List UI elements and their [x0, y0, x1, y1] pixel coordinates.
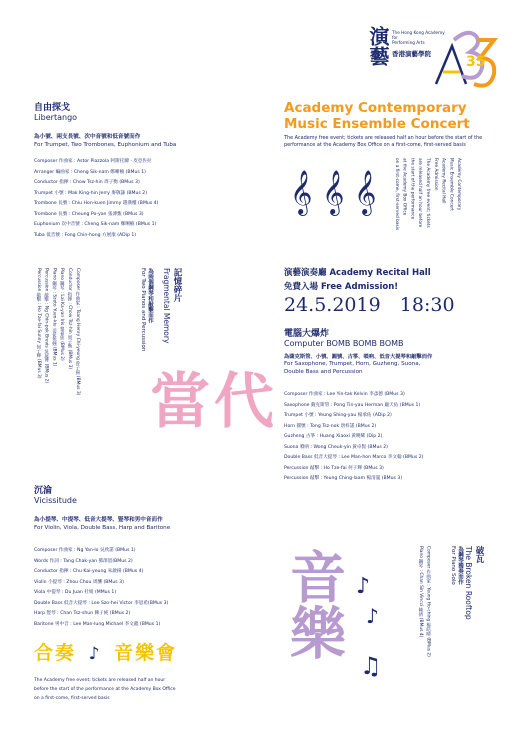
bomb-title-cn: 電腦大爆炸 — [284, 329, 330, 339]
credit-line: Composer 作曲家 : Lee Yin-tak Kelvin 李彥德 (BMus 3) — [284, 392, 405, 398]
eighth-note-icon: ♪ — [356, 574, 371, 599]
vertical-notice: Academy Contemporary Music Ensemble Concert Academy Recital Hall Free Admission The Academy free event; tickets are released half an hour before the start of the performance at the Academy Box Office on a first-come, first-served basis — [393, 158, 462, 231]
credit-line: Trumpet 小號 : Mak King-hin Jerry 麥敬謙 (BMus 2) — [34, 190, 147, 196]
broken-rooftop-credits — [416, 546, 432, 686]
footer-note: The Academy free event; tickets are released half an hour before the start of the performance at the Academy Box Office on a first-come, first-served basis — [34, 678, 176, 701]
vicissitude-section — [34, 483, 274, 630]
broken-rooftop-subtitle-cn: 為鋼琴獨奏而作 — [457, 546, 463, 585]
credit-line: Percussion 敲擊 : Ng Chin-pok Brevis 吳展博 (BMus 2) — [43, 268, 49, 384]
header-note: The Academy free event; tickets are released half an hour before the start of the performance at the Academy Box Office on a first-come, first-served basis — [284, 135, 483, 148]
vicissitude-subtitle-en: For Violin, Viola, Double Bass, Harp and Baritone — [34, 524, 171, 531]
academy-name-en: The Hong Kong Academy for Performing Arts — [392, 30, 445, 46]
treble-clef-icon: 𝄞 — [354, 170, 377, 214]
credit-line: Guzheng 古箏 : Huang Xiaoxi 黃曉晞 (Dip 2) — [284, 434, 383, 440]
fragmental-subtitle-en: For Two Pianos and Percussion — [140, 268, 146, 352]
credit-line: Trumpet 小號 : Yeung Shing-yau 楊承佑 (ADip 2) — [284, 413, 392, 419]
credit-line: Harp 豎琴 : Chan Tsz-shun 陳子純 (BMus 2) — [34, 611, 131, 617]
venue-block — [284, 266, 519, 316]
credit-line: Conductor 指揮 : Chow Tsz-hin 周子衡 (BMus 3) — [34, 180, 140, 186]
he-zou-text: 合奏 — [34, 642, 77, 664]
credit-line: Words 作詞 : Tang Chak-yan 鄧澤恩(BMus 2) — [34, 558, 133, 564]
libertango-subtitle-cn: 為小號、兩支長號、次中音號和低音號而作 — [34, 134, 141, 140]
academy-logo — [368, 22, 498, 94]
vicissitude-title-en: Vicissitude — [34, 496, 77, 505]
credit-line: Euphonium 次中音號 : Cheng Sik-nam 鄭晰楠 (BMus 1) — [34, 222, 157, 228]
credit-line: Percussion 敲擊 : Ho Tze-fai Sunny 何子輝 (BMus 3) — [35, 268, 41, 379]
credit-line: Composer 作曲家 : Ng Yan-lo 吳欣諾 (BMus 1) — [34, 548, 136, 554]
credit-line: Tuba 低音號 : Fong Chin-hong 方展康 (ADip 1) — [34, 232, 137, 238]
fragmental-title-cn: 記憶碎片 — [172, 268, 182, 302]
broken-rooftop-title-cn: 破瓦 — [474, 546, 484, 563]
credit-line: Composer 作曲家 : Yeung Ho-ching 楊皓晴 (BMus 2) — [425, 546, 431, 657]
treble-clef-icon: 𝄞 — [290, 170, 313, 214]
bomb-section — [284, 326, 516, 485]
credit-line: Composer 作曲家 : Astor Piazzola 阿斯托爾 · 皮亞佐拉 — [34, 159, 152, 165]
vicissitude-subtitle-cn: 為小提琴、中提琴、低音大提琴、豎琴和男中音而作 — [34, 517, 163, 523]
credit-line: Viola 中提琴 : Du Juan 杜娟 (MMus 1) — [34, 590, 117, 596]
vicissitude-credits — [34, 546, 274, 630]
libertango-section — [34, 100, 274, 241]
treble-clef-icon: 𝄞 — [322, 170, 345, 214]
broken-rooftop-heading — [450, 546, 485, 676]
credit-line: Violin 小提琴 : Zhou Chou 周酬 (BMus 3) — [34, 579, 124, 585]
fragmental-credits — [34, 268, 81, 428]
beamed-notes-icon: ♫ — [360, 652, 382, 680]
credit-line: Piano 鋼琴 : Szeto Yuen-kiu 司徒苑翹 (BMus 1) — [51, 268, 57, 367]
broken-rooftop-title-en: The Broken Rooftop — [464, 546, 473, 620]
music-note-icon: ♪ — [88, 644, 102, 664]
credit-line: Double Bass 低音大提琴 : Lee Man-hon Marco 李文翰 (BMus 2) — [284, 455, 424, 461]
concert-title-line1: Academy Contemporary — [284, 100, 467, 116]
credit-line: Conductor 指揮 : Chu Kai-yeung 朱啟揚 (BMus 4) — [34, 569, 144, 575]
concert-date: 24.5.2019 — [284, 294, 381, 316]
vicissitude-title-cn: 沉淪 — [34, 486, 53, 496]
broken-rooftop-subtitle-en: For Piano Solo — [450, 546, 456, 585]
yin-yue-hui-text: 音樂會 — [114, 642, 178, 664]
libertango-title-cn: 自由探戈 — [34, 103, 71, 113]
credit-line: Percussion 敲擊 : Ho Tze-fai 何子輝 (BMus 3) — [284, 465, 384, 471]
fragmental-subtitle-cn: 為兩個鋼琴和敲擊而作 — [147, 268, 153, 323]
credit-line: Trombone 長號 : Cheung Po-yan 張溥甄 (BMus 3) — [34, 211, 144, 217]
seal-logo: 演藝 — [366, 26, 390, 66]
bomb-subtitle-cn: 為薩克斯管、小號、圓號、古箏、嗩吶、低音大提琴和敲擊而作 — [284, 354, 433, 360]
credit-line: Composer 作曲家 : Tsang Henry Chi-yeung 曾子揚 (BMus 3) — [74, 268, 80, 396]
svg-text:35: 35 — [466, 54, 486, 70]
venue-line: 演藝演奏廳 Academy Recital Hall — [284, 268, 431, 278]
bomb-title-en: Computer BOMB BOMB BOMB — [284, 339, 404, 348]
credit-line: Baritone 男中音 : Lee Man-lung Michael 李文龍 (BMus 1) — [34, 621, 161, 627]
ensemble-concert-graphic — [34, 638, 177, 665]
bomb-subtitle-en-2: Double Bass and Percussion — [284, 368, 363, 375]
credit-line: Double Bass 低音大提琴 : Lee Szo-hei Victor 李思希(BMus 3) — [34, 600, 169, 606]
credit-line: Suona 嗩吶 : Wong Cheuk-yin 黃卓賢 (BMus 2) — [284, 444, 388, 450]
concert-time: 18:30 — [399, 294, 455, 316]
academy-name-cn: 香港演藝學院 — [392, 50, 431, 58]
anniversary-35-logo — [428, 22, 498, 94]
credit-line: Percussion 敲擊 : Yeung Ching-laam 楊清嵐 (BMus 3) — [284, 476, 403, 482]
credit-line: Horn 圓號 : Tong Tsz-nok 唐梓諾 (BMus 2) — [284, 423, 377, 429]
credit-line: Arranger 編曲家 : Cheng Sik-nam 鄭晰楠 (BMus 1) — [34, 169, 146, 175]
dang-dai-graphic: 當代 — [150, 367, 278, 437]
bomb-credits — [284, 390, 516, 485]
fragmental-title-en: Fragmental Memory — [162, 268, 171, 344]
concert-header — [284, 100, 514, 148]
libertango-credits — [34, 157, 274, 241]
admission-line: 免費入場 Free Admission! — [284, 282, 399, 292]
libertango-title-en: Libertango — [34, 113, 78, 122]
bomb-subtitle-en-1: For Saxophone, Trumpet, Horn, Guzheng, Suona, — [284, 361, 421, 368]
credit-line: Saxophone 薩克斯管 : Pong Tin-yau Herman 龐天佑 (BMus 1) — [284, 402, 421, 408]
concert-title-line2: Music Ensemble Concert — [284, 116, 470, 132]
credit-line: Piano 鋼琴 : Chan Sin Vincci 陳倩 (BMus 4) — [417, 546, 423, 638]
eighth-note-icon: ♪ — [366, 604, 379, 628]
credit-line: Trombone 長號 : Chiu Hon-kuen Jimmy 趙漢權 (BMus 4) — [34, 201, 159, 207]
credit-line: Piano 鋼琴 : Lai Ka-yan Iris 黎嘉欣 (BMus 2) — [59, 268, 65, 361]
yin-yue-graphic: 音樂 — [281, 548, 346, 660]
libertango-subtitle-en: For Trumpet, Two Trombones, Euphonium and Tuba — [34, 141, 177, 148]
credit-line: Conductor 指揮 : Chow Tsz-hin 周子衡 (BMus 3) — [66, 268, 72, 370]
